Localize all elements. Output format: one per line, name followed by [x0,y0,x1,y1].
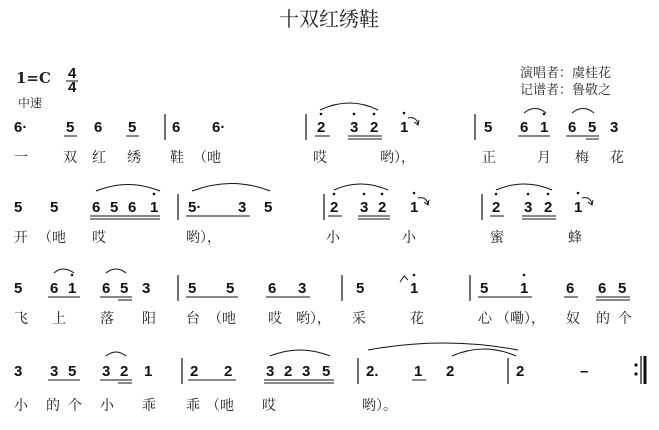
tempo-marking: 中速 [18,96,43,110]
note: 2 [378,199,387,216]
note: 1 [414,363,423,380]
lyric: 一 [14,150,28,166]
lyric: 正 [482,150,496,166]
lyric: 心 [478,311,492,327]
lyric: 个 [68,398,82,414]
note: 5· [188,199,202,216]
note: 3 [350,119,359,136]
note: 6 [102,280,111,297]
note: 1 [410,280,419,297]
note: 3 [524,199,533,216]
note: 2 [492,199,501,216]
note: 5 [50,199,59,216]
score-line-2 [14,184,593,247]
lyric: 落 [100,311,114,327]
note: 6 [598,280,607,297]
note: 5 [14,280,23,297]
singer-credit: 演唱者：虞桂花 [520,66,612,81]
note: 1 [150,199,159,216]
note: – [580,363,589,380]
note: 2. [366,363,379,380]
note: 1 [144,363,153,380]
lyric: （吔 [208,311,236,327]
lyric: 乖 [186,398,200,414]
lyric: 小 [100,398,114,414]
note: 1 [574,199,583,216]
note: 5 [356,280,365,297]
lyric: 蜜 [490,230,504,246]
note: 1 [520,280,529,297]
note: 1 [540,119,549,136]
note: 1 [68,280,77,297]
note: 2 [284,363,293,380]
lyric: 哟）。 [362,398,397,414]
lyric: 红 [92,150,106,166]
score-line-4 [14,343,645,414]
lyric: 小 [402,230,416,246]
lyric: 采 [352,311,366,327]
note: 6 [566,280,575,297]
lyric: 开 [14,230,28,246]
lyric: 哎 [268,311,282,327]
lyric: 小 [326,230,340,246]
note: 2 [224,363,233,380]
note: 3 [266,363,275,380]
note: 6 [568,119,577,136]
note: 5 [618,280,627,297]
note: 2 [330,199,339,216]
note: 6 [520,119,529,136]
note: 2 [516,363,525,380]
lyric: 的 [596,311,610,327]
lyric: 花 [410,311,424,327]
note: 3 [298,280,307,297]
note: 6 [92,199,101,216]
note: 5 [588,119,597,136]
note: 6 [94,119,103,136]
note: 1 [410,199,419,216]
note: 2 [190,363,199,380]
note: 2 [370,119,379,136]
note: 3 [360,199,369,216]
time-signature-denominator: 4 [68,79,77,96]
lyric: 双 [63,150,77,166]
note: 3 [142,280,151,297]
lyric: （嘞）， [496,311,545,327]
lyric: 哎 [313,150,327,166]
note: 3 [238,199,247,216]
lyric: 小 [14,398,28,414]
note: 6 [50,280,59,297]
lyric: 的 [46,398,60,414]
lyric: 飞 [14,311,28,327]
note: 5 [128,119,137,136]
lyric: 哟）， [296,311,331,327]
note: 5 [110,199,119,216]
song-title: 十双红绣鞋 [279,7,379,31]
lyric: 哎 [262,398,276,414]
note: 3 [102,363,111,380]
key-signature: 1=C [16,69,51,87]
note: 5 [188,280,197,297]
note: 3 [14,363,23,380]
lyric: 花 [610,150,624,166]
note: 5 [120,280,129,297]
lyric: 哎 [92,230,106,246]
note: 1 [400,119,409,136]
note: 6 [172,119,181,136]
lyric: 鞋 [170,150,184,166]
lyric: 上 [52,311,66,327]
notator-credit: 记谱者：鲁敬之 [520,83,612,98]
note: 5 [226,280,235,297]
lyric: 月 [537,150,551,166]
note: 2 [120,363,129,380]
note: 3 [50,363,59,380]
lyric: 奴 [566,311,580,327]
score-line-1 [14,103,624,166]
score-line-3 [14,269,632,327]
note: 2 [544,199,553,216]
lyric: 梅 [575,150,589,166]
lyric: （吔 [193,150,221,166]
note: 5 [68,363,77,380]
note: 3 [610,119,619,136]
note: 6 [128,199,137,216]
time-signature-numerator: 4 [68,65,77,82]
lyric: 乖 [142,398,156,414]
lyric: （吔 [38,230,66,246]
note: 5 [480,280,489,297]
lyric: 台 [186,311,200,327]
lyric: 蜂 [568,230,582,246]
lyric: 个 [618,311,632,327]
lyric: 哟）， [186,230,221,246]
lyric: （吔 [206,398,234,414]
note: 6· [14,119,28,136]
note: 6 [268,280,277,297]
note: 5 [484,119,493,136]
note: 5 [66,119,75,136]
note: 5 [14,199,23,216]
lyric: 绣 [127,150,141,166]
lyric: 阳 [142,311,156,327]
note: 6· [212,119,226,136]
note: 5 [322,363,331,380]
note: 3 [302,363,311,380]
note: 5 [264,199,273,216]
note: 2 [317,119,326,136]
note: 2 [446,363,455,380]
lyric: 哟）， [380,150,415,166]
